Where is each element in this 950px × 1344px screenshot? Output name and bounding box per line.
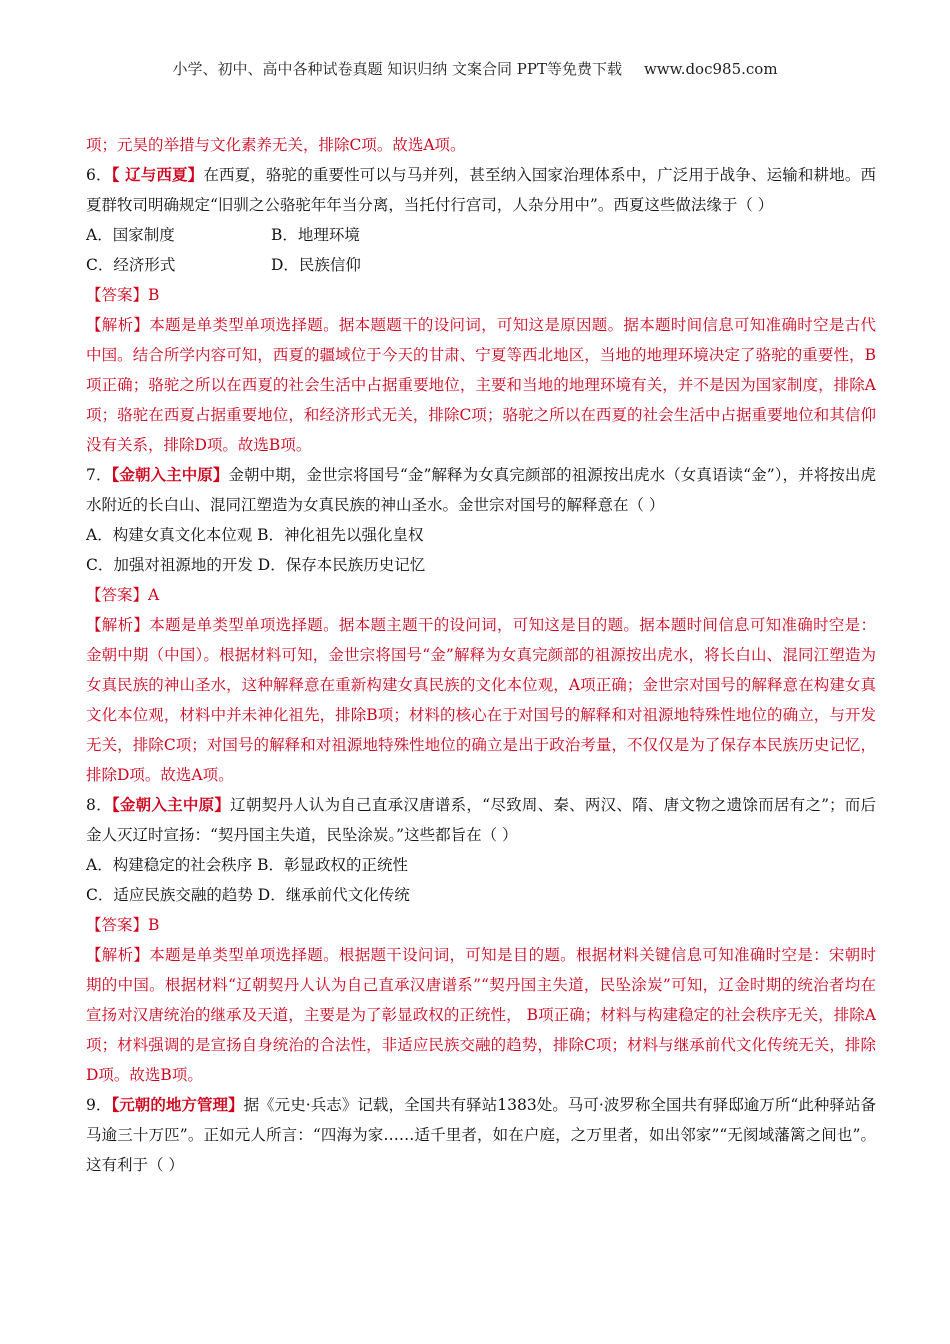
header-site-link[interactable]: www.doc985.com (643, 60, 778, 78)
question-number: 8． (86, 796, 112, 814)
question-topic-tag: 【元朝的地方管理】 (111, 1096, 244, 1114)
question-topic-tag: 【 辽与西夏】 (111, 166, 204, 184)
question-number: 9． (86, 1096, 112, 1114)
question-6-answer: 【答案】B (86, 286, 160, 304)
question-8-options-ab: A．构建稳定的社会秩序 B．彰显政权的正统性 (86, 856, 409, 874)
question-topic-tag: 【金朝入主中原】 (111, 466, 229, 484)
question-7-options-ab: A．构建女真文化本位观 B．神化祖先以强化皇权 (86, 526, 424, 544)
question-number: 6． (86, 166, 112, 184)
page-header (0, 58, 950, 79)
question-7-stem (86, 460, 876, 520)
question-topic-tag: 【金朝入主中原】 (111, 796, 231, 814)
question-7-answer: 【答案】A (86, 586, 160, 604)
question-6-stem (86, 160, 876, 220)
question-8-options-cd: C．适应民族交融的趋势 D．继承前代文化传统 (86, 886, 410, 904)
question-8-stem (86, 790, 876, 850)
previous-analysis-tail: 项；元昊的举措与文化素养无关，排除C项。故选A项。 (86, 136, 466, 154)
option-c: C．经济形式 (86, 256, 176, 274)
question-9-stem (86, 1090, 876, 1180)
header-text: 小学、初中、高中各种试卷真题 知识归纳 文案合同 PPT等免费下载 (172, 60, 622, 78)
question-6-options-row-1 (86, 220, 876, 250)
question-text: 辽朝契丹人认为自己直承汉唐谱系，“尽致周、秦、两汉、隋、唐文物之遗馀而居有之”；而后金人灭辽时宣扬：“契丹国主失道，民坠涂炭。”这些都旨在（ ） (86, 796, 876, 844)
option-a: A．国家制度 (86, 226, 175, 244)
option-b: B．地理环境 (271, 226, 360, 244)
option-d: D．民族信仰 (271, 256, 361, 274)
question-6-analysis: 【解析】本题是单类型单项选择题。据本题题干的设问词，可知这是原因题。据本题时间信息可知准确时空是古代中国。结合所学内容可知，西夏的疆域位于今天的甘肃、宁夏等西北地区，当地的地理环境决定了骆驼的重要性，B项正确；骆驼之所以在西夏的社会生活中占据重要地位，主要和当地的地理环境有关，并不是因为国家制度，排除A项；骆驼在西夏占据重要地位，和经济形式无关，排除C项；骆驼之所以在西夏的社会生活中占据重要地位和其信仰没有关系，排除D项。故选B项。 (86, 316, 876, 454)
question-7-analysis: 【解析】本题是单类型单项选择题。据本题主题干的设问词，可知这是目的题。据本题时间信息可知准确时空是：金朝中期（中国）。根据材料可知，金世宗将国号“金”解释为女真完颜部的祖源按出虎水，将长白山、混同江塑造为女真民族的神山圣水，这种解释意在重新构建女真民族的文化本位观，A项正确；金世宗对国号的解释意在构建女真文化本位观，材料中并未神化祖先，排除B项；材料的核心在于对国号的解释和对祖源地特殊性地位的确立，与开发无关，排除C项；对国号的解释和对祖源地特殊性地位的确立是出于政治考量，不仅仅是为了保存本民族历史记忆，排除D项。故选A项。 (86, 616, 876, 784)
question-number: 7． (86, 466, 112, 484)
question-text: 据《元史·兵志》记载，全国共有驿站1383处。马可·波罗称全国共有驿邸逾万所“此种驿站备马逾三十万匹”。正如元人所言：“四海为家……适千里者，如在户庭，之万里者，如出邻家”“无阂域藩篱之间也”。这有利于（ ） (86, 1096, 876, 1174)
question-text: 金朝中期，金世宗将国号“金”解释为女真完颜部的祖源按出虎水（女真语读“金”），并将按出虎水附近的长白山、混同江塑造为女真民族的神山圣水。金世宗对国号的解释意在（ ） (86, 466, 876, 514)
question-text: 在西夏，骆驼的重要性可以与马并列，甚至纳入国家治理体系中，广泛用于战争、运输和耕地。西夏群牧司明确规定“旧驯之公骆驼年年当分离，当托付行宫司，人杂分用中”。西夏这些做法缘于（ ） (86, 166, 876, 214)
document-body (86, 130, 876, 1180)
question-8-analysis: 【解析】本题是单类型单项选择题。根据题干设问词，可知是目的题。根据材料关键信息可知准确时空是：宋朝时期的中国。根据材料“辽朝契丹人认为自己直承汉唐谱系”“契丹国主失道，民坠涂炭”可知，辽金时期的统治者均在宣扬对汉唐统治的继承及天道，主要是为了彰显政权的正统性， B项正确；材料与构建稳定的社会秩序无关，排除A项；材料强调的是宣扬自身统治的合法性，非适应民族交融的趋势，排除C项；材料与继承前代文化传统无关，排除D项。故选B项。 (86, 946, 876, 1084)
question-6-options-row-2 (86, 250, 876, 280)
question-7-options-cd: C．加强对祖源地的开发 D．保存本民族历史记忆 (86, 556, 426, 574)
question-8-answer: 【答案】B (86, 916, 160, 934)
